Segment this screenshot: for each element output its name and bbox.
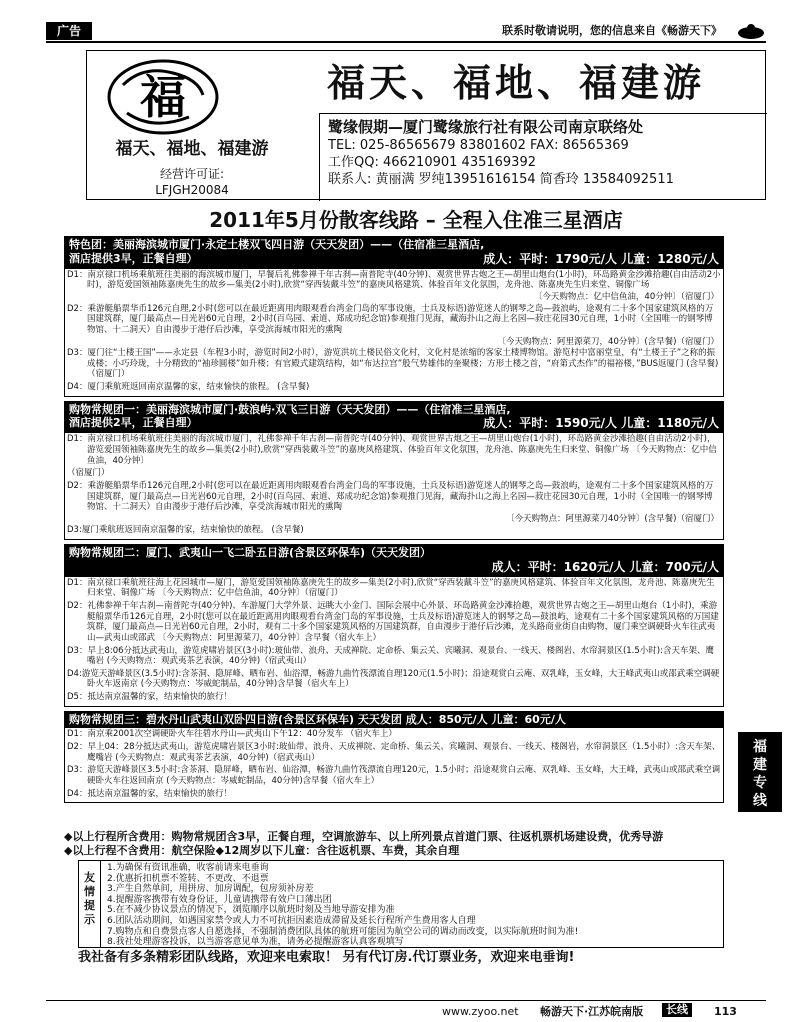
tour-title: 特色团：美丽海滨城市厦门·永定土楼双飞四日游（天天发团）——（住宿准三星酒店, [69, 238, 485, 251]
tour-band [65, 236, 723, 269]
itinerary-day: D1：南京禄口乘航班往海上花园城市—厦门，游览爱国领袖陈嘉庚先生的故乡—集美(2小时),欣赏“穿西装戴斗笠”的嘉庚风格建筑、体验百年文化氛围，龙舟池、陈嘉庚先生归来堂、铜像广场 〔今天购物点：亿中信鱼油，40分钟〕（宿厦门） [67, 577, 715, 599]
tip-item: 8.我社处理游客投诉，以当游客意见单为准，请务必提醒游客认真客观填写 [107, 937, 404, 948]
tour-price: 成人：平时：1790元/人 儿童：1280元/人 [483, 251, 719, 266]
tips-label: 友情提示 [79, 861, 101, 947]
ad-header [86, 50, 766, 200]
logo-area [87, 51, 319, 201]
tip-item: 1.为确保有资讯准确，收客前请来电垂询 [107, 863, 269, 873]
tips-list [107, 863, 578, 948]
page-title: 2011年5月份散客线路 – 全程入住准三星酒店 [209, 208, 623, 232]
itinerary-day: D3：厦门往“土楼王国”——永定县（车程3小时，游览时间2小时），游览洪坑土楼民俗文化村，文化村是浓缩的客家土楼博物馆。游览村中富丽堂皇，有“土楼王子”之称的振成楼；小巧玲珑，十分精致的“袖珍圆楼”如升楼；有官殿式建筑结构，如“布达拉宫”般气势雄伟的奎聚楼；方形土楼之首，“府第式杰作”的福裕楼，”BUS返厦门 (含早餐)（宿厦门） [67, 348, 719, 380]
tip-item: 5.在不减少协议景点的情况下，浏览顺序以航班时刻及当地导游安排为准 [107, 905, 395, 916]
tour-sub: 酒店提供3早，正餐自理） [69, 251, 198, 265]
qq-line: 工作QQ: 466210901 435169392 [328, 155, 536, 170]
tour-price: 成人：平时：1590元/人 儿童：1180元/人 [483, 416, 719, 431]
tour-section [64, 236, 724, 397]
bottom-slogan: 我社备有多条精彩团队线路，欢迎来电索取！ 另有代订房.代订票业务，欢迎来电垂询! [78, 950, 575, 965]
tour-title: 购物常规团二：厦门、武夷山一飞二卧五日游(含景区环保车)（天天发团） [69, 546, 432, 559]
tour-sub: 酒店提供2早，正餐自理） [69, 416, 198, 430]
itinerary-day: D2：乘游艇船票华币126元自理,2小时(您可以在最近距离用肉眼观看台湾金门岛的军事设施，士兵及标语)游览迷人的钢琴之岛—鼓浪屿，途观有二十多个国家建筑风格的万国建筑群，厦门最高点—日光岩60元自理，2小时(百鸟园、索道、郑成功纪念馆)参观推门见海，藏海扑山之海上名园—菽庄花园30元自理，1小时（全国唯一的钢琴博物馆、十二洞天）自由漫步于港仔后沙滩，享受滨海城市阳光的熏陶 [67, 303, 714, 335]
fee-inclusions [64, 830, 724, 858]
tour-band [65, 401, 723, 434]
contacts-line: 联系人: 黄丽满 罗纯13951616154 简香玲 13584092511 [328, 172, 674, 188]
tour-band [65, 711, 723, 729]
side-tab-char: 专 [753, 775, 767, 791]
agency-name: 鹭缘假期—厦门鹭缘旅行社有限公司南京联络处 [328, 118, 644, 136]
itinerary-day: D3：游览天游峰景区3.5小时:含茶洞、隐屏峰，晒布岩、仙浴潭，畅游九曲竹筏漂流自理120元，1.5小时；沿途观赏白云庵、双乳峰、玉女峰，大王峰，武夷山或邵武乘空调硬卧火车往返回南京 (今天购物点：岑威蛇制品，40分钟)含早餐（宿火车上） [67, 765, 721, 786]
contact-box [319, 113, 767, 201]
page-number: 113 [714, 1005, 737, 1018]
itinerary-day: D4：抵达南京温馨的家，结束愉快的旅行！ [67, 788, 232, 799]
tip-item: 6.团队活动期间，如遇国家禁令或人力不可抗拒因素造成滞留及延长行程所产生费用客人自理 [107, 915, 476, 926]
itinerary-note: 〔今天购物点：阿里源菜刀40分钟〕(含早餐)（宿厦门） [506, 513, 719, 524]
license-label: 经营许可证: [159, 167, 225, 181]
itinerary-note: 〔今天购物点：亿中信鱼油，40分钟〕（宿厦门） [533, 292, 719, 302]
itinerary-day: D3:厦门乘航班返回南京温馨的家，结束愉快的旅程。 (含早餐) [67, 525, 304, 536]
itinerary-day: D4：厦门乘航班返回南京温馨的家，结束愉快的旅程。 (含早餐) [67, 382, 310, 392]
footer-url: www.zyoo.net [442, 1005, 519, 1018]
ad-tag: 广告 [46, 22, 92, 40]
footer-publication: 畅游天下·江苏皖南版 [540, 1005, 644, 1018]
tips-box [78, 860, 724, 948]
itinerary-day: D1：南京禄口机场乘航班往美丽的海滨城市厦门，早餐后礼佛参禅千年古刹—南普陀寺(40分钟)、观赏世界古炮之王—胡里山炮台(1小时)，环岛路黄金沙滩拾趣(自由活动2小时)，游览爱国领袖陈嘉庚先生的故乡—集美(2小时),欣赏“穿西装戴斗笠”的嘉庚风格建筑、体验百年文化氛围，龙舟池、陈嘉庚先生归来堂、铜像广场 [67, 269, 721, 291]
top-bar [46, 22, 766, 42]
top-note: 联系时敬请说明，您的信息来自《畅游天下》 [502, 24, 722, 37]
side-tab-char: 福 [753, 739, 767, 755]
logo-char: 福 [140, 70, 186, 124]
tour-section [64, 401, 724, 540]
side-tab-char: 建 [753, 757, 767, 773]
tour-price: 成人：平时：1620元/人 儿童：700元/人 [491, 559, 719, 574]
inclusion-line: ◆以上行程不含费用：航空保险◆12周岁以下儿童：含往返机票、车费，其余自理 [64, 843, 460, 857]
footer-section-tag: 长线 [662, 1003, 692, 1017]
tour-title: 购物常规团三：碧水丹山武夷山双卧四日游(含景区环保车) 天天发团 成人：850元/人 儿童：60元/人 [69, 712, 566, 726]
logo-slogan: 福天、福地、福建游 [115, 139, 269, 159]
tip-item: 2.优惠折扣机票不签转、不更改、不退票 [107, 873, 269, 884]
itinerary-day: D2：礼佛参禅千年古刹—南普陀寺(40分钟)、车游厦门大学外景、远眺大小金门、国际会展中心外景、环岛路黄金沙滩拾趣，观赏世界古炮之王—胡里山炮台（1小时)，乘游艇船票华币126元自理，2小时(您可以在最近距离用肉眼观看台湾金门岛的军事设施，士兵及标语)游览迷人的钢琴之岛—鼓浪屿，途观有二十多个国家建筑风格的万国建筑群，厦门最高点—日光岩60元自理，2小时，观有二十多个国家建筑风格的万国建筑群，自由漫步于港仔后沙滩，龙头路商业街自由购物，厦门乘空调硬卧火车往武夷山—武夷山或邵武 〔今天购物点：阿里源菜刀，40分钟〕含早餐（宿火车上） [67, 601, 719, 643]
ad-headline: 福天、福地、福建游 [327, 60, 706, 105]
tip-item: 3.产生自然单间，用拼房、加房调配，包房须补房差 [107, 884, 314, 895]
phone-line: TEL: 025-86565679 83801602 FAX: 86565369 [328, 137, 629, 153]
brand-logo-icon [736, 22, 766, 40]
tour-section [64, 711, 724, 804]
itinerary-day: D2：早上04：28分抵达武夷山，游览虎啸岩景区3小时:玻仙带、浪舟、天成禅院、定命桥、集云关、宾曦洞、观景台、一线天、楼阁岩，水帘洞景区（1.5小时）:含天车架、鹰嘴岩 (今天购物点：观武夷茶艺表演，40分钟)（宿武夷山） [67, 742, 721, 763]
itinerary-day: D4:游览天游峰景区(3.5小时):含茶洞、隐屏峰、晒布岩、仙浴潭，畅游九曲竹筏漂流自理120元(1.5小时)；沿途观赏白云庵、双乳峰，玉女峰，大王峰武夷山或邵武乘空调硬卧火车返南京 (今天购物点：岑威蛇制品，40分钟)含早餐（宿火车上） [67, 668, 720, 690]
tour-list [64, 236, 724, 807]
top-rule [46, 41, 766, 43]
tip-item: 4.提醒游客携带有效身份证，儿童请携带有效户口薄出团 [107, 894, 332, 905]
itinerary-day: D1：南京禄口机场乘航班往美丽的海滨城市厦门，礼佛参禅千年古刹—南普陀寺(40分钟)、观赏世界古炮之王—胡里山炮台(1小时)，环岛路黄金沙滩拾趣(自由活动2小时)，游览爱国领袖陈嘉庚先生的故乡—集美(2小时),欣赏“穿西装戴斗笠”的嘉庚风格建筑、体验百年文化氛围，龙舟池、陈嘉庚先生归来堂、铜像广场 〔今天购物点：亿中信鱼油，40分钟〕 [67, 434, 717, 466]
itinerary-day: D2：乘游艇船票华币126元自理,2小时(您可以在最近距离用肉眼观看台湾金门岛的军事设施，士兵及标语)游览迷人的钢琴之岛—鼓浪屿，途观有二十多个国家建筑风格的万国建筑群，厦门最高点—日光岩60元自理，2小时(百鸟园、索道、郑成功纪念馆)参观推门见海，藏海扑山之海上名园—菽庄花园30元自理，1小时（全国唯一的钢琴博物馆、十二洞天）自由漫步于港仔后沙滩，享受滨海城市阳光的熏陶 [67, 480, 714, 513]
tour-title: 购物常规团一：美丽海滨城市厦门·鼓浪屿·双飞三日游（天天发团）——（住宿准三星酒店, [69, 402, 511, 416]
itinerary-day: D5：抵达南京温馨的家，结束愉快的旅行！ [67, 692, 232, 702]
itinerary-day: D3：早上8:06分抵达武夷山，游览虎啸岩景区(3小时):玻仙带、浪舟、天成禅院、定命桥、集云关、宾曦洞、观景台、一线天、楼阁岩、水帘洞景区(1.5小时):含天车架、鹰嘴岩 (今天购物点：观武夷茶艺表演，40分钟)（宿武夷山） [67, 645, 714, 667]
fu-logo-icon [103, 55, 223, 139]
inclusion-line: ◆以上行程所含费用：购物常规团含3早，正餐自理，空调旅游车、以上所列景点首道门票、往返机票机场建设费，优秀导游 [64, 830, 664, 843]
license-number: LFJGH20084 [155, 183, 229, 197]
itinerary-day: D1：南京乘2001次空调硬卧火车往碧水丹山—武夷山下午12：40分发车 （宿火车上） [67, 729, 397, 740]
itinerary-day: （宿厦门） [67, 468, 110, 479]
tip-item: 7.购物点和自费景点客人自愿选择，不强制消费团队具体的航班可能因为航空公司的调动而改变，以实际航班时间为准! [107, 926, 579, 937]
side-tab-char: 线 [753, 793, 767, 809]
page-footer [46, 1000, 766, 1020]
tour-section [64, 544, 724, 707]
side-tab [738, 732, 782, 812]
itinerary-note: 〔今天购物点：阿里源菜刀，40分钟〕(含早餐)（宿厦门） [497, 336, 719, 347]
tour-band [65, 544, 723, 577]
